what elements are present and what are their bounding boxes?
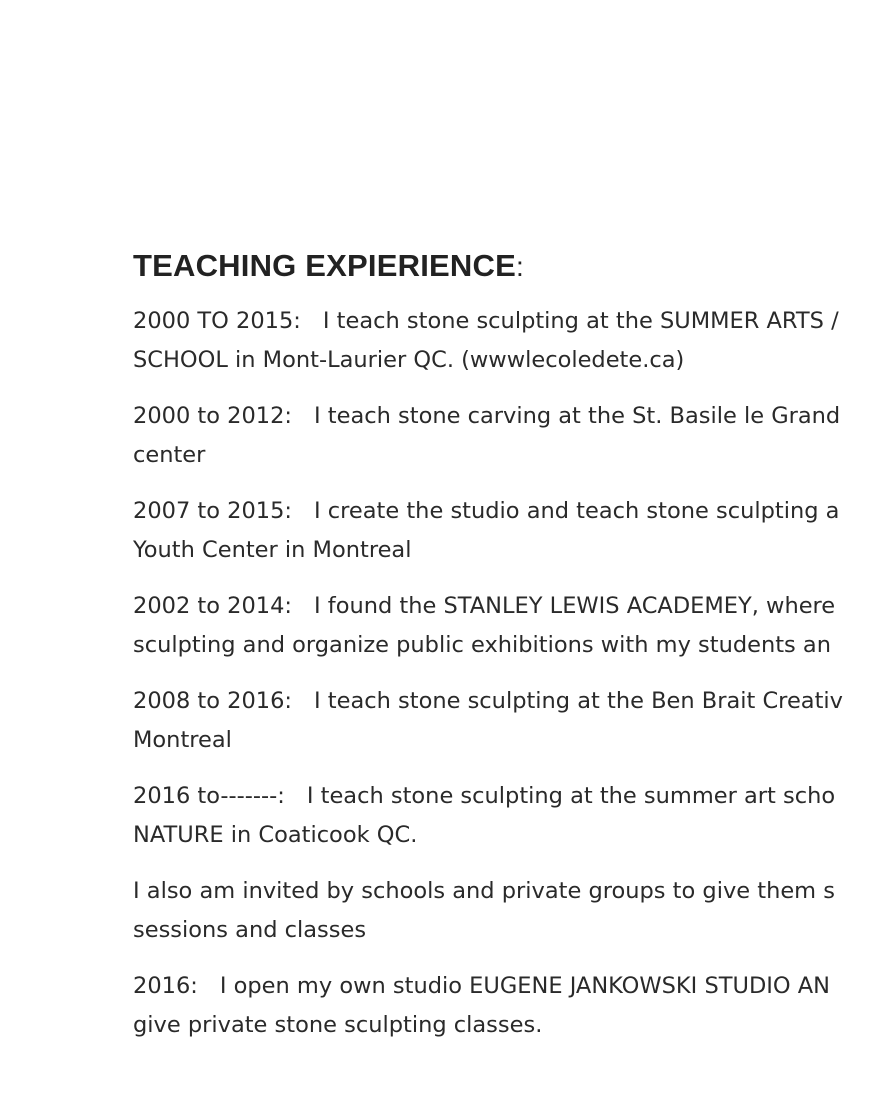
entry-continuation: SCHOOL in Mont-Laurier QC. (wwwlecoledete.ca): [133, 347, 685, 373]
section-heading: [133, 248, 880, 284]
entry-invited-sessions: [133, 872, 880, 950]
entry-text: I teach stone sculpting at the Ben Brait Creativ: [314, 688, 843, 714]
entry-period: 2000 TO 2015:: [133, 308, 301, 334]
entry-text: I create the studio and teach stone sculpting a: [314, 498, 840, 524]
entry-line: [133, 397, 880, 436]
entry-text: I open my own studio EUGENE JANKOWSKI STUDIO AN: [219, 973, 831, 999]
section-heading-colon: :: [515, 251, 524, 282]
entry-period: 2007 to 2015:: [133, 498, 292, 524]
entry-line: [133, 682, 880, 721]
entry-text: I teach stone carving at the St. Basile le Grand: [314, 403, 841, 429]
entry-line: [133, 777, 880, 816]
entry-summer-arts-school: [133, 302, 880, 380]
entry-youth-center: [133, 492, 880, 570]
entry-line: [133, 967, 880, 1006]
entry-period: 2000 to 2012:: [133, 403, 292, 429]
entry-text: I teach stone sculpting at the SUMMER ARTS /: [322, 308, 839, 334]
teaching-experience-section: [133, 248, 880, 1062]
entry-continuation: Montreal: [133, 727, 232, 753]
entry-continuation: center: [133, 442, 206, 468]
entry-coaticook-summer-school: [133, 777, 880, 855]
entry-continuation: Youth Center in Montreal: [133, 537, 412, 563]
entry-own-studio: [133, 967, 880, 1045]
entry-continuation: sessions and classes: [133, 917, 367, 943]
entry-period: 2002 to 2014:: [133, 593, 292, 619]
entry-line: [133, 302, 880, 341]
entry-text: I found the STANLEY LEWIS ACADEMEY, where: [314, 593, 836, 619]
entry-period: 2008 to 2016:: [133, 688, 292, 714]
entry-continuation: give private stone sculpting classes.: [133, 1012, 543, 1038]
entry-ben-brait-center: [133, 682, 880, 760]
entry-line: [133, 587, 880, 626]
entry-period: 2016:: [133, 973, 198, 999]
entry-period: 2016 to-------:: [133, 783, 285, 809]
entry-st-basile-center: [133, 397, 880, 475]
entry-text: I also am invited by schools and private groups to give them s: [133, 878, 835, 904]
entry-continuation: sculpting and organize public exhibitions with my students an: [133, 632, 831, 658]
entry-continuation: NATURE in Coaticook QC.: [133, 822, 418, 848]
section-heading-text: TEACHING EXPIERIENCE: [133, 248, 516, 283]
entry-text: I teach stone sculpting at the summer art scho: [306, 783, 836, 809]
entry-stanley-lewis-academy: [133, 587, 880, 665]
entry-line: [133, 492, 880, 531]
